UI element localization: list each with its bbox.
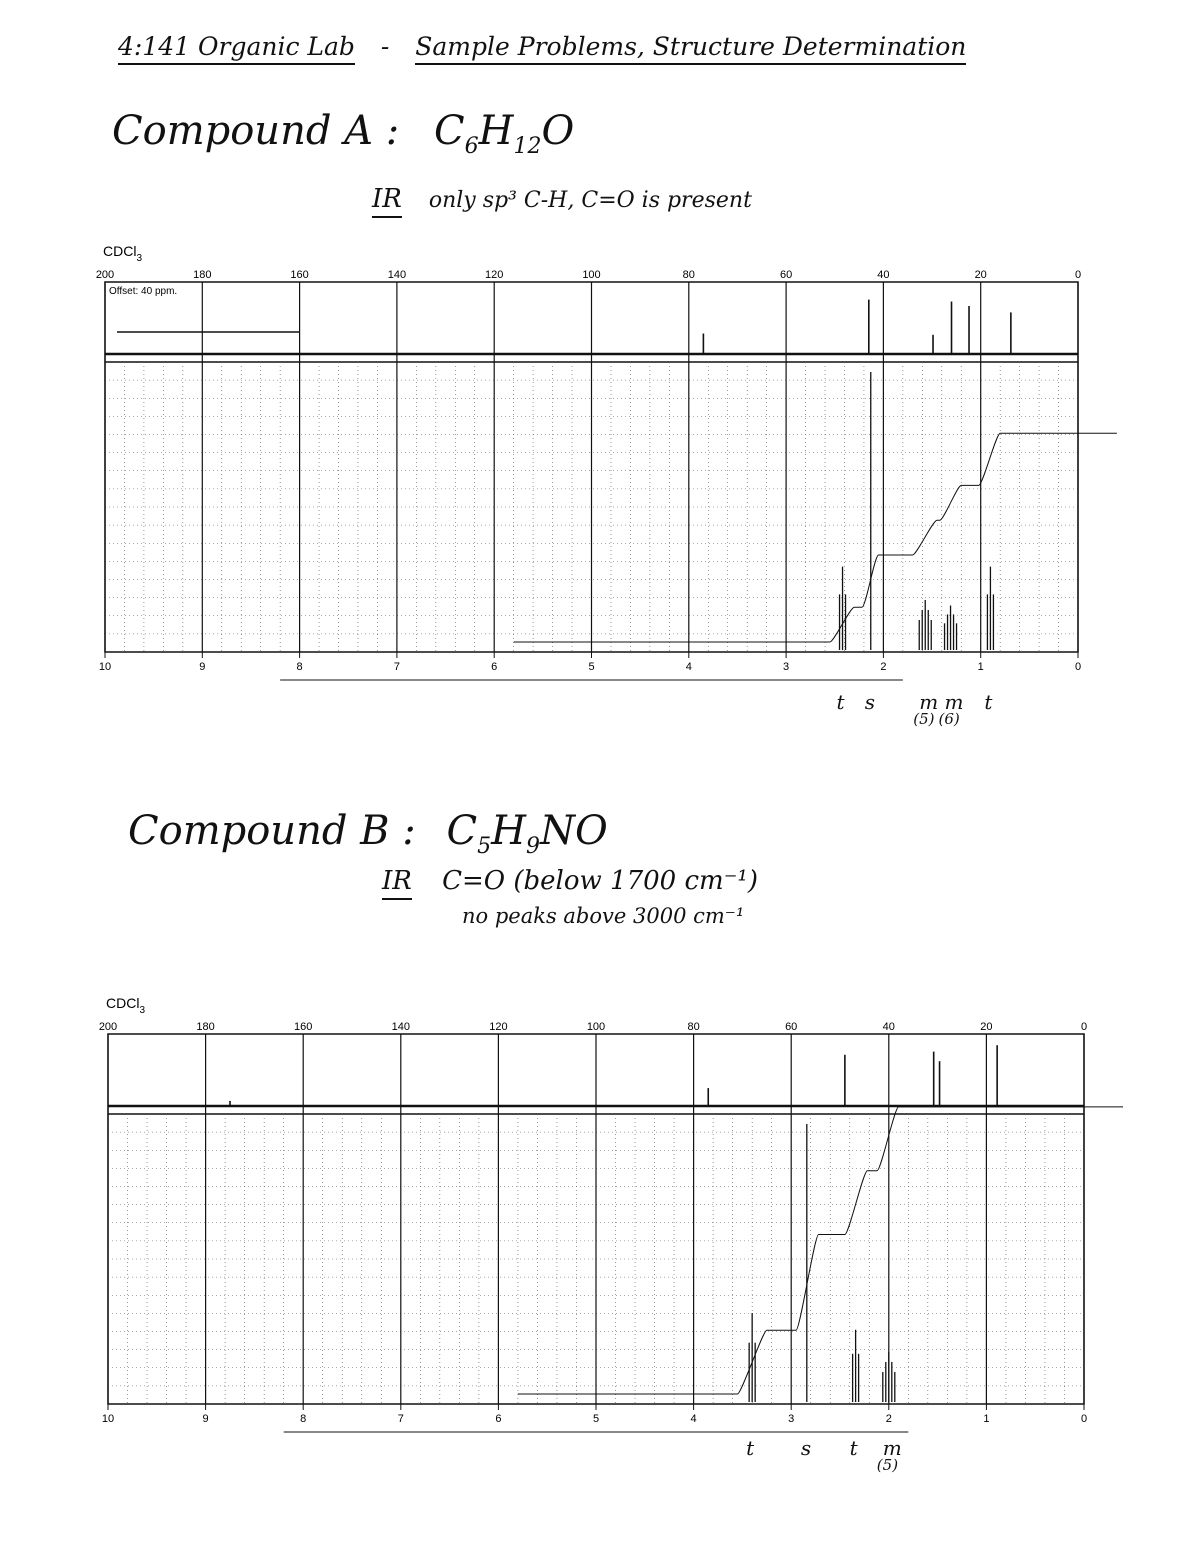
c13-tick-label: 200 <box>95 269 115 281</box>
multiplicity-label: m <box>919 690 939 714</box>
proton-count-label: (5) <box>913 710 935 728</box>
h1-tick-label: 5 <box>588 661 595 673</box>
page-header <box>118 32 966 61</box>
c13-tick-label: 200 <box>98 1021 118 1033</box>
c13-tick-label: 60 <box>785 1021 798 1033</box>
offset-note: Offset: 40 ppm. <box>109 286 178 297</box>
compound-a-multiplicities <box>0 690 1200 760</box>
h1-tick-label: 9 <box>199 661 206 673</box>
h1-tick-label: 4 <box>690 1413 697 1425</box>
c13-tick-label: 120 <box>485 269 504 281</box>
compound-b-formula: $C_5H_9NO$ <box>446 808 608 859</box>
ir-description-b-1: C=O (below 1700 cm⁻¹) <box>442 866 758 896</box>
compound-a-label: Compound A : <box>112 108 400 154</box>
course-title: 4:141 Organic Lab <box>118 32 355 65</box>
c13-tick-label: 60 <box>779 269 793 281</box>
c13-tick-label: 140 <box>391 1021 410 1033</box>
solvent-label: CDCl$_3$ <box>106 995 146 1016</box>
page-title: Sample Problems, Structure Determination <box>415 32 966 65</box>
compound-b-ir-note: no peaks above 3000 cm⁻¹ <box>462 904 745 928</box>
compound-a-formula: $C_6H_{12}O$ <box>433 108 575 159</box>
integration-curve <box>514 433 1117 642</box>
c13-tick-label: 100 <box>582 269 601 281</box>
spectrum-b <box>0 984 1200 1464</box>
h1-tick-label: 2 <box>880 661 887 673</box>
compound-b-multiplicities <box>0 1436 1200 1506</box>
h1-tick-label: 8 <box>300 1413 307 1425</box>
h1-tick-label: 7 <box>397 1413 404 1425</box>
c13-tick-label: 180 <box>193 269 212 281</box>
multiplicity-label: t <box>836 690 845 714</box>
c13-tick-label: 80 <box>687 1021 700 1033</box>
ir-label-b: IR <box>382 866 412 900</box>
c13-tick-label: 100 <box>586 1021 606 1033</box>
multiplicity-label: t <box>984 690 993 714</box>
h1-tick-label: 7 <box>393 661 400 673</box>
h1-tick-label: 10 <box>98 661 112 673</box>
h1-tick-label: 8 <box>296 661 303 673</box>
solvent-label: CDCl$_3$ <box>103 243 143 264</box>
multiplicity-label: m <box>882 1436 902 1460</box>
h1-tick-label: 0 <box>1074 661 1082 673</box>
h1-tick-label: 6 <box>491 661 498 673</box>
compound-a-heading <box>112 108 574 159</box>
c13-tick-label: 80 <box>682 269 695 281</box>
multiplicity-label: t <box>849 1436 858 1460</box>
h1-tick-label: 1 <box>977 661 984 673</box>
h1-tick-label: 9 <box>202 1413 209 1425</box>
h1-tick-label: 2 <box>885 1413 892 1425</box>
header-dash: - <box>380 32 390 61</box>
compound-b-ir <box>382 866 758 896</box>
c13-tick-label: 40 <box>877 269 890 281</box>
multiplicity-label: s <box>864 690 876 714</box>
h1-tick-label: 0 <box>1080 1413 1088 1425</box>
c13-tick-label: 160 <box>290 269 309 281</box>
ir-description: only sp³ C-H, C=O is present <box>428 188 752 213</box>
h1-tick-label: 10 <box>101 1413 115 1425</box>
h1-tick-label: 5 <box>592 1413 600 1425</box>
h1-tick-label: 4 <box>685 661 692 673</box>
c13-tick-label: 120 <box>489 1021 508 1033</box>
c13-tick-label: 40 <box>882 1021 895 1033</box>
compound-b-label: Compound B : <box>128 808 416 854</box>
multiplicity-label: s <box>800 1436 812 1460</box>
h1-tick-label: 6 <box>495 1413 502 1425</box>
ir-label: IR <box>372 184 402 218</box>
c13-tick-label: 140 <box>387 269 407 281</box>
c13-tick-label: 0 <box>1074 269 1082 281</box>
h1-tick-label: 1 <box>983 1413 990 1425</box>
c13-tick-label: 20 <box>980 1021 993 1033</box>
spectrum-a <box>0 232 1200 712</box>
proton-count-label: (6) <box>938 710 960 728</box>
compound-b-heading <box>128 808 608 859</box>
multiplicity-label: m <box>944 690 964 714</box>
c13-tick-label: 180 <box>196 1021 215 1033</box>
c13-tick-label: 0 <box>1080 1021 1088 1033</box>
proton-count-label: (5) <box>876 1456 899 1474</box>
h1-tick-label: 3 <box>783 661 790 673</box>
compound-a-ir <box>372 184 752 214</box>
c13-tick-label: 20 <box>974 269 987 281</box>
multiplicity-label: t <box>746 1436 755 1460</box>
h1-tick-label: 3 <box>788 1413 795 1425</box>
c13-tick-label: 160 <box>294 1021 313 1033</box>
